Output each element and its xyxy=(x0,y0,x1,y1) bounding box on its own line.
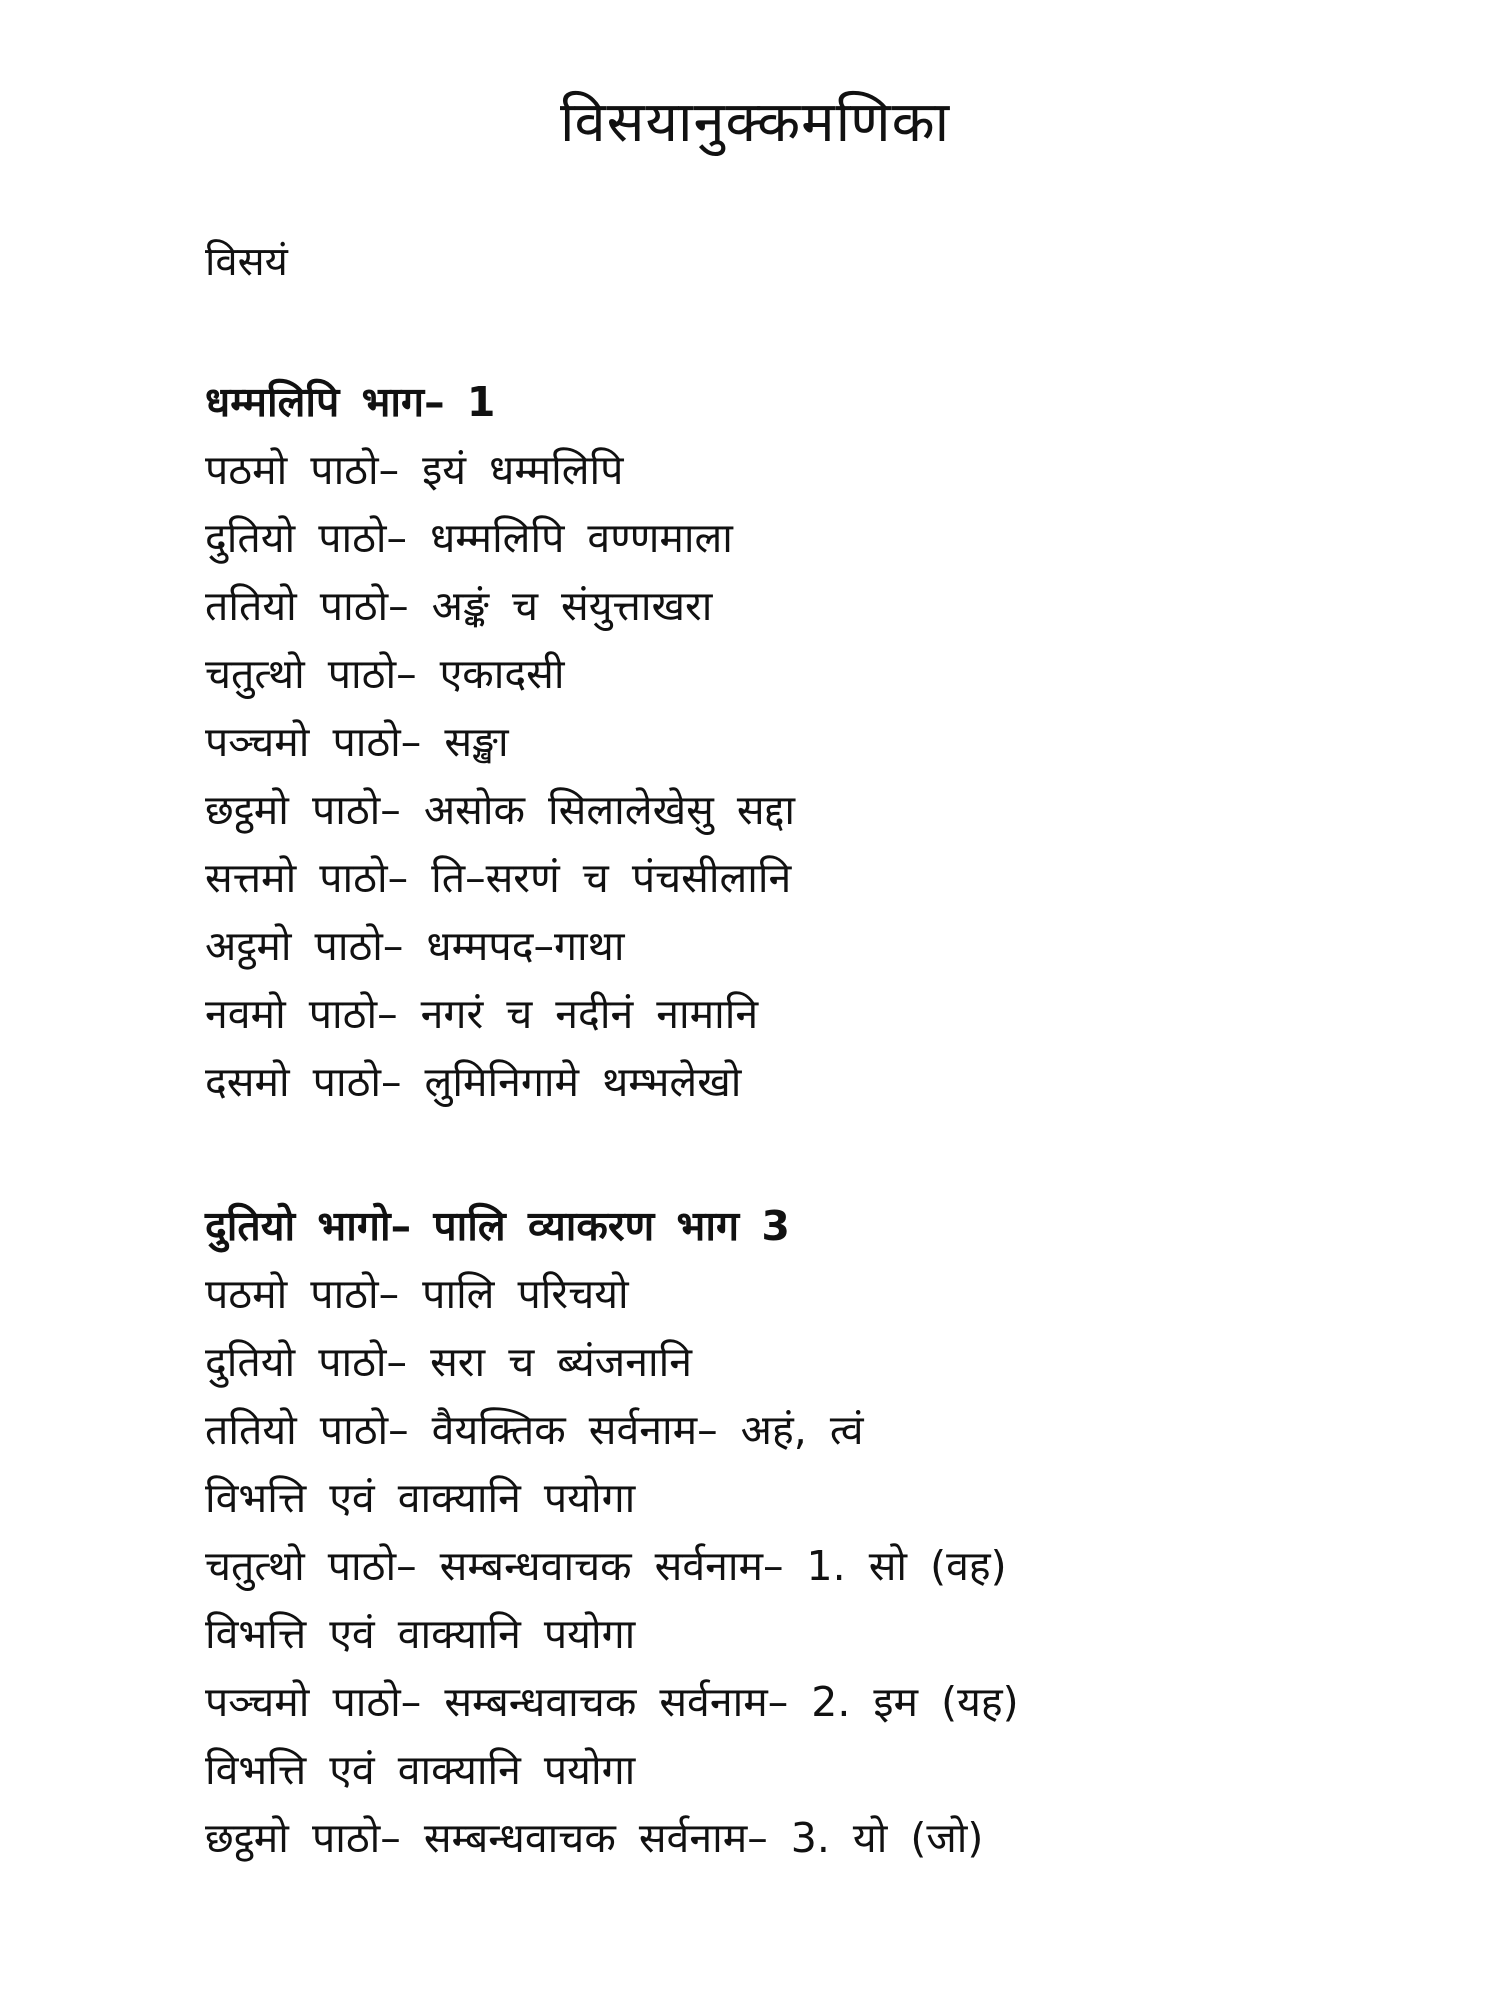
toc-entry: पञ्चमो पाठो– सम्बन्धवाचक सर्वनाम– 2. इम (यह) xyxy=(205,1678,1019,1726)
toc-entry: छट्ठमो पाठो– सम्बन्धवाचक सर्वनाम– 3. यो (जो) xyxy=(205,1814,984,1862)
section-heading: दुतियो भागो– पालि व्याकरण भाग 3 xyxy=(205,1202,790,1250)
page-title: विसयानुक्कमणिका xyxy=(560,90,951,155)
toc-entry: पठमो पाठो– पालि परिचयो xyxy=(205,1270,629,1318)
toc-entry: अट्ठमो पाठो– धम्मपद–गाथा xyxy=(205,922,625,970)
toc-entry: पञ्चमो पाठो– सङ्खा xyxy=(205,718,509,766)
toc-entry: पठमो पाठो– इयं धम्मलिपि xyxy=(205,446,624,494)
section-part-1 xyxy=(205,368,795,1116)
section-part-2 xyxy=(205,1192,1019,1872)
toc-entry: ततियो पाठो– वैयक्तिक सर्वनाम– अहं, त्वं xyxy=(205,1406,864,1454)
toc-entry: छट्ठमो पाठो– असोक सिलालेखेसु सद्दा xyxy=(205,786,796,834)
subject-label: विसयं xyxy=(205,239,288,285)
toc-entry: सत्तमो पाठो– ति–सरणं च पंचसीलानि xyxy=(205,854,792,902)
toc-entry: विभत्ति एवं वाक्यानि पयोगा xyxy=(205,1610,636,1658)
toc-entry: दुतियो पाठो– धम्मलिपि वण्णमाला xyxy=(205,514,733,562)
toc-entry: चतुत्थो पाठो– सम्बन्धवाचक सर्वनाम– 1. सो (वह) xyxy=(205,1542,1007,1590)
toc-entry: विभत्ति एवं वाक्यानि पयोगा xyxy=(205,1474,636,1522)
toc-entry: दसमो पाठो– लुमिनिगामे थम्भलेखो xyxy=(205,1058,742,1106)
toc-entry: विभत्ति एवं वाक्यानि पयोगा xyxy=(205,1746,636,1794)
toc-entry: चतुत्थो पाठो– एकादसी xyxy=(205,650,565,698)
toc-entry: नवमो पाठो– नगरं च नदीनं नामानि xyxy=(205,990,759,1038)
toc-entry: ततियो पाठो– अङ्कं च संयुत्ताखरा xyxy=(205,582,713,630)
section-heading: धम्मलिपि भाग– 1 xyxy=(205,378,496,426)
toc-entry: दुतियो पाठो– सरा च ब्यंजनानि xyxy=(205,1338,692,1386)
